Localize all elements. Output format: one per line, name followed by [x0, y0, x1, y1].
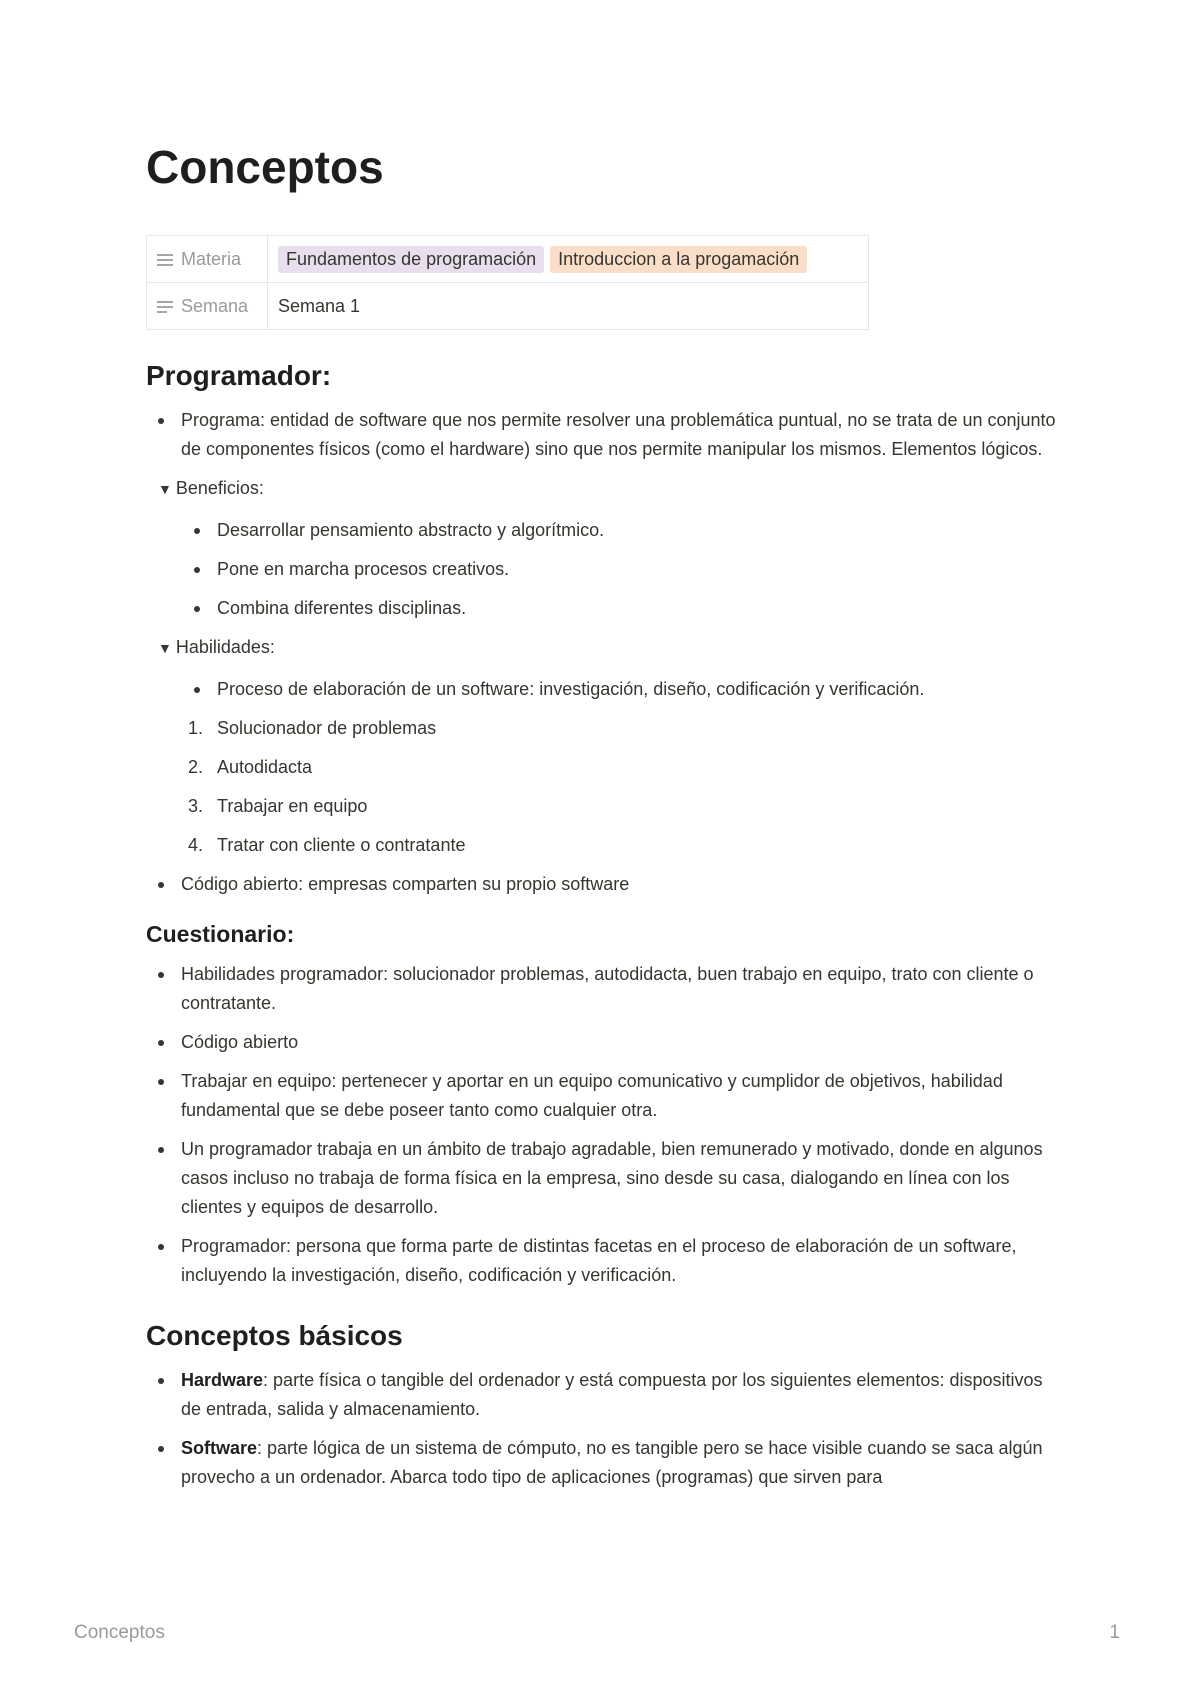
programador-list	[146, 406, 1066, 464]
footer-title: Conceptos	[74, 1622, 165, 1643]
property-row-materia	[147, 236, 869, 283]
toggle-triangle-icon[interactable]: ▼	[158, 640, 172, 657]
toggle-triangle-icon[interactable]: ▼	[158, 481, 172, 498]
toggle-label: Habilidades:	[175, 637, 275, 658]
list-item: Habilidades programador: solucionador problemas, autodidacta, buen trabajo en equipo, trato con cliente o contratante.	[146, 960, 1066, 1018]
tag-introduccion[interactable]: Introduccion a la progamación	[550, 246, 807, 273]
list-item: Programador: persona que forma parte de distintas facetas en el proceso de elaboración de un software, incluyendo la investigación, diseño, codificación y verificación.	[146, 1232, 1066, 1290]
conceptos-basicos-list	[146, 1366, 1066, 1492]
list-item: Programa: entidad de software que nos permite resolver una problemática puntual, no se trata de un conjunto de componentes físicos (como el hardware) sino que nos permite manipular los mismos. Elementos lógicos.	[146, 406, 1066, 464]
page-content	[146, 140, 1066, 1502]
text-property-icon	[157, 298, 173, 316]
property-name-materia	[147, 236, 268, 283]
page-number: 1	[1109, 1622, 1120, 1643]
heading-conceptos-basicos: Conceptos básicos	[146, 1320, 403, 1352]
property-value-semana[interactable]: Semana 1	[268, 283, 869, 330]
habilidades-numbered-list	[182, 714, 1066, 860]
page-title: Conceptos	[146, 141, 384, 193]
list-item: Pone en marcha procesos creativos.	[182, 555, 1066, 584]
numbered-item: 4. Tratar con cliente o contratante	[188, 835, 466, 856]
codigo-abierto-list	[146, 870, 1066, 899]
list-item: Proceso de elaboración de un software: investigación, diseño, codificación y verificación.	[182, 675, 1066, 704]
list-item: Trabajar en equipo: pertenecer y aportar en un equipo comunicativo y cumplidor de objetivos, habilidad fundamental que se debe poseer tanto como cualquier otra.	[146, 1067, 1066, 1125]
cuestionario-list	[146, 960, 1066, 1290]
property-name-semana	[147, 283, 268, 330]
numbered-item: 3. Trabajar en equipo	[188, 796, 368, 817]
heading-cuestionario: Cuestionario:	[146, 921, 295, 948]
property-label: Semana	[181, 295, 249, 316]
term-hardware: Hardware	[181, 1370, 264, 1391]
term-software: Software	[181, 1438, 258, 1459]
list-item: Software: parte lógica de un sistema de cómputo, no es tangible pero se hace visible cuando se saca algún provecho a un ordenador. Abarca todo tipo de aplicaciones (programas) que sirven para	[146, 1434, 1066, 1492]
numbered-item: 1. Solucionador de problemas	[188, 718, 437, 739]
heading-programador: Programador:	[146, 360, 332, 392]
list-item: Combina diferentes disciplinas.	[182, 594, 1066, 623]
toggle-habilidades[interactable]	[158, 633, 1066, 663]
toggle-label: Beneficios:	[175, 478, 264, 499]
habilidades-bullet-list	[182, 675, 1066, 704]
property-label: Materia	[181, 248, 242, 269]
tag-fundamentos[interactable]: Fundamentos de programación	[278, 246, 544, 273]
list-item: Código abierto: empresas comparten su propio software	[146, 870, 1066, 899]
property-row-semana	[147, 283, 869, 330]
numbered-item: 2. Autodidacta	[188, 757, 313, 778]
property-value-materia[interactable]	[268, 236, 869, 283]
list-item: Un programador trabaja en un ámbito de trabajo agradable, bien remunerado y motivado, donde en algunos casos incluso no trabaja de forma física en la empresa, sino desde su casa, dialogando en línea con los clientes y equipos de desarrollo.	[146, 1135, 1066, 1222]
properties-table	[146, 235, 869, 330]
beneficios-list	[182, 516, 1066, 623]
list-item: Desarrollar pensamiento abstracto y algorítmico.	[182, 516, 1066, 545]
multi-select-icon	[157, 251, 173, 269]
list-item: Hardware: parte física o tangible del ordenador y está compuesta por los siguientes elementos: dispositivos de entrada, salida y almacenamiento.	[146, 1366, 1066, 1424]
list-item: Código abierto	[146, 1028, 1066, 1057]
toggle-beneficios[interactable]	[158, 474, 1066, 504]
